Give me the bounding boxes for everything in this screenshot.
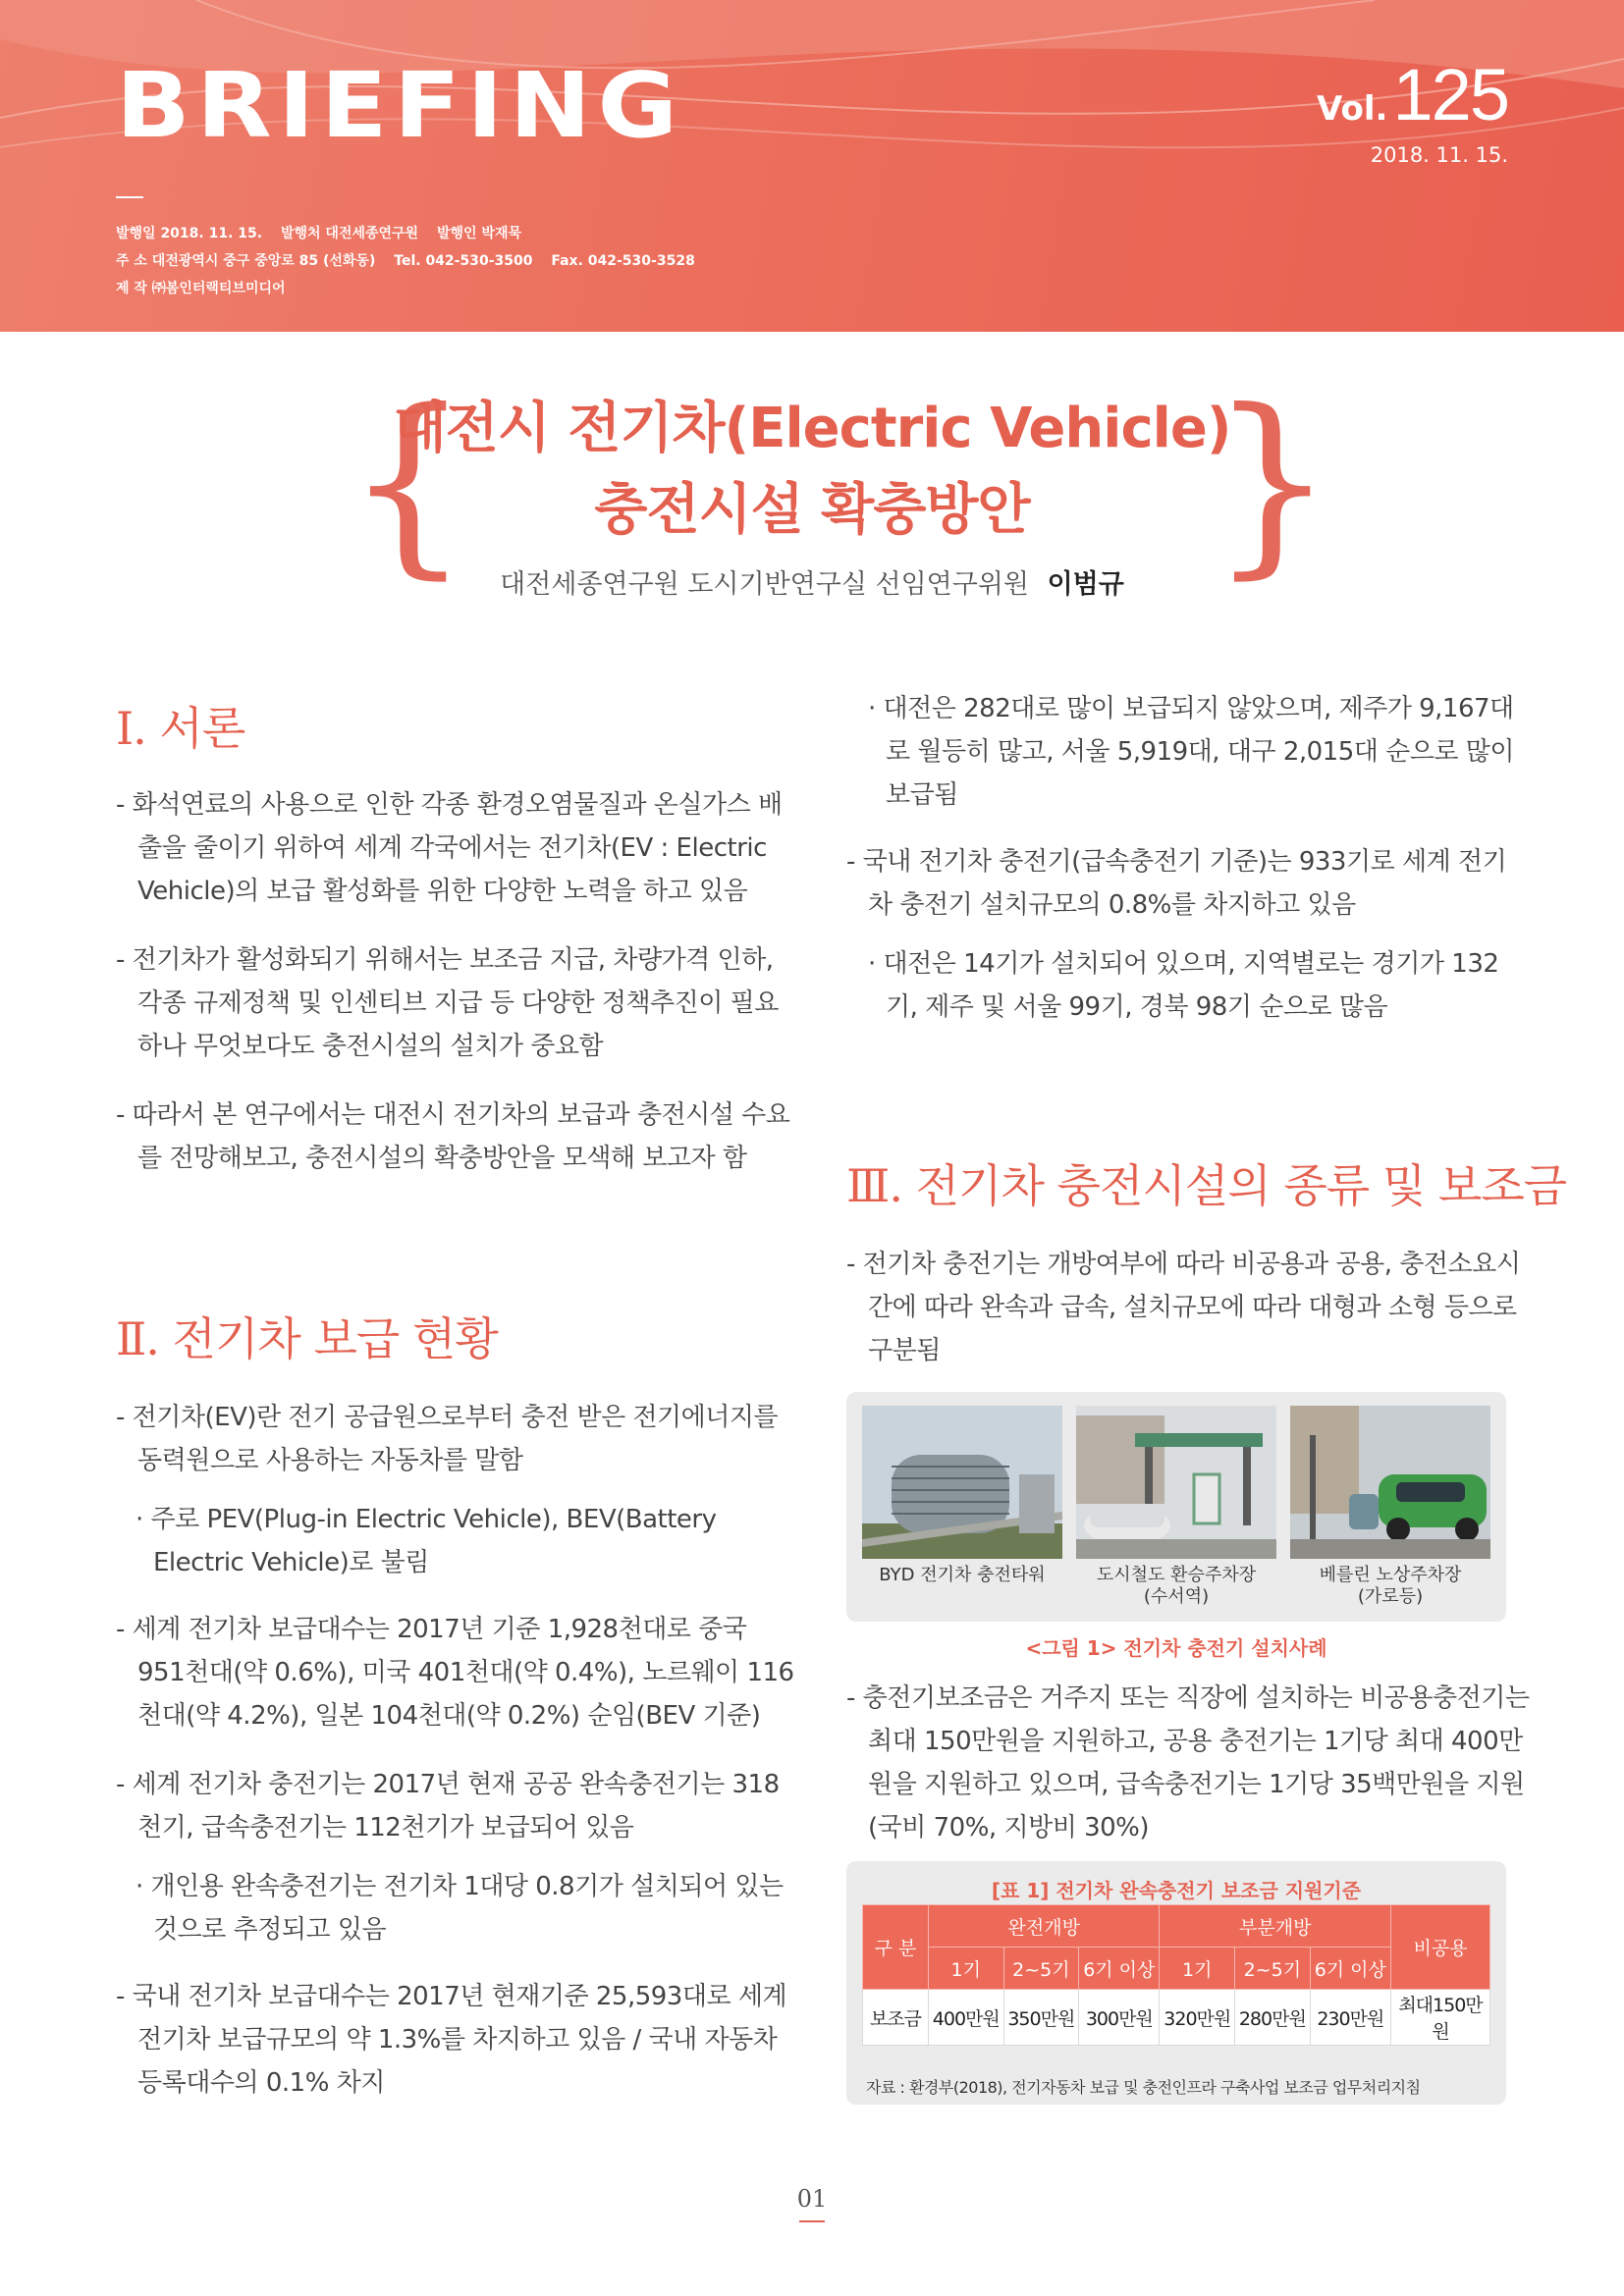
title-line-2: 충전시설 확충방안 — [594, 478, 1030, 542]
caption-3-line-2: (가로등) — [1357, 1586, 1424, 1607]
table-cell: 300만원 — [1079, 1990, 1160, 2046]
right-brace: } — [1210, 368, 1335, 597]
author-line — [0, 562, 1624, 601]
table-source: 자료 : 환경부(2018), 전기자동차 보급 및 충전인프라 구축사업 보조금 업무처리지침 — [866, 2078, 1421, 2097]
page-number: 01 — [796, 2185, 828, 2213]
photo-charging-tower — [862, 1406, 1062, 1559]
figure-title: <그림 1> 전기차 충전기 설치사례 — [1025, 1636, 1327, 1660]
subheader-cell: 6기 이상 — [1079, 1948, 1160, 1990]
section-3-heading: Ⅲ. 전기차 충전시설의 종류 및 보조금 — [846, 1159, 1567, 1212]
paragraph: - 충전기보조금은 거주지 또는 직장에 설치하는 비공용충전기는 최대 150만원을 지원하고, 공용 충전기는 1기당 최대 400만원을 지원하고 있으며, 급속충전기는 1기당 35백만원을 지원(국비 70%, 지방비 30%) — [846, 1683, 1530, 1842]
paragraph: - 국내 전기차 충전기(급속충전기 기준)는 933기로 세계 전기차 충전기 설치규모의 0.8%를 차지하고 있음 — [846, 847, 1507, 920]
caption-2 — [1068, 1565, 1284, 1608]
volume-label: Vol. — [1317, 89, 1388, 129]
table-cell: 350만원 — [1003, 1990, 1079, 2046]
author-name: 이범규 — [1047, 569, 1124, 600]
left-brace: { — [346, 368, 471, 597]
telephone: Tel. 042-530-3500 — [394, 253, 533, 269]
header-partial-open: 부분개방 — [1160, 1905, 1391, 1948]
address: 주 소 대전광역시 중구 중앙로 85 (선화동) — [116, 253, 376, 269]
paragraph: - 따라서 본 연구에서는 대전시 전기차의 보급과 충전시설 수요를 전망해보고, 충전시설의 확충방안을 모색해 보고자 함 — [116, 1100, 790, 1173]
sub-paragraph: · 주로 PEV(Plug-in Electric Vehicle), BEV(Battery Electric Vehicle)로 불림 — [135, 1505, 717, 1577]
subheader-cell: 2~5기 — [1003, 1948, 1079, 1990]
issue-date: 2018. 11. 15. — [1370, 143, 1508, 167]
title-line-1: 대전시 전기차(Electric Vehicle) — [393, 397, 1231, 460]
photo-street-parking — [1290, 1406, 1490, 1559]
header-private: 비공용 — [1391, 1905, 1490, 1990]
subheader-cell: 6기 이상 — [1310, 1948, 1390, 1990]
subsidy-table — [862, 1904, 1490, 2046]
paragraph: - 전기차 충전기는 개방여부에 따라 비공용과 공용, 충전소요시간에 따라 완속과 급속, 설치규모에 따라 대형과 소형 등으로 구분됨 — [846, 1250, 1521, 1365]
table-cell: 320만원 — [1160, 1990, 1235, 2046]
page-number-underline — [799, 2220, 825, 2222]
section-2-heading: Ⅱ. 전기차 보급 현황 — [116, 1312, 498, 1365]
table-cell: 280만원 — [1235, 1990, 1311, 2046]
photo-transfer-parking — [1076, 1406, 1276, 1559]
pub-line-2 — [116, 247, 709, 275]
caption-1: BYD 전기차 충전타워 — [879, 1565, 1046, 1585]
table-row — [863, 1990, 1490, 2046]
table-cell: 230만원 — [1310, 1990, 1390, 2046]
volume-number: 125 — [1392, 54, 1508, 135]
subheader-cell: 1기 — [929, 1948, 1004, 1990]
pub-date: 발행일 2018. 11. 15. — [116, 226, 263, 241]
header-rule — [116, 196, 143, 198]
sub-paragraph: · 대전은 14기가 설치되어 있으며, 지역별로는 경기가 132기, 제주 및 서울 99기, 경북 98기 순으로 많음 — [868, 949, 1499, 1022]
paragraph: - 화석연료의 사용으로 인한 각종 환경오염물질과 온실가스 배출을 줄이기 위하여 세계 각국에서는 전기차(EV : Electric Vehicle)의 보급 활성화를 위한 다양한 노력을 하고 있음 — [116, 790, 783, 906]
caption-3 — [1282, 1565, 1498, 1608]
paragraph: - 전기차가 활성화되기 위해서는 보조금 지급, 차량가격 인하, 각종 규제정책 및 인센티브 지급 등 다양한 정책추진이 필요하나 무엇보다도 충전시설의 설치가 중요함 — [116, 945, 779, 1061]
paragraph: - 전기차(EV)란 전기 공급원으로부터 충전 받은 전기에너지를 동력원으로 사용하는 자동차를 말함 — [116, 1403, 779, 1475]
header-full-open: 완전개방 — [929, 1905, 1160, 1948]
table-title: [표 1] 전기차 완속충전기 보조금 지원기준 — [991, 1879, 1362, 1902]
paragraph: - 세계 전기차 보급대수는 2017년 기준 1,928천대로 중국 951천대(약 0.6%), 미국 401천대(약 0.4%), 노르웨이 116천대(약 4.2%), 일본 104천대(약 0.2%) 순임(BEV 기준) — [116, 1615, 794, 1731]
subheader-cell: 2~5기 — [1235, 1948, 1311, 1990]
paragraph: - 세계 전기차 충전기는 2017년 현재 공공 완속충전기는 318천기, 급속충전기는 112천기가 보급되어 있음 — [116, 1770, 780, 1842]
issuer: 발행인 박재묵 — [436, 226, 521, 241]
caption-3-line-1: 베를린 노상주차장 — [1319, 1565, 1462, 1585]
header-group: 구 분 — [863, 1905, 929, 1990]
author-affiliation: 대전세종연구원 도시기반연구실 선임연구위원 — [500, 569, 1029, 600]
caption-2-line-1: 도시철도 환승주차장 — [1096, 1565, 1257, 1585]
fax: Fax. 042-530-3528 — [551, 253, 695, 269]
pub-line-1 — [116, 220, 709, 247]
publisher: 발행처 대전세종연구원 — [280, 226, 419, 241]
pub-line-3: 제 작 ㈜봄인터랙티브미디어 — [116, 281, 286, 296]
header-band — [0, 0, 1624, 332]
table-box — [846, 1861, 1506, 2105]
briefing-logo: BRIEFING — [116, 53, 684, 158]
section-1-heading: Ⅰ. 서론 — [116, 702, 245, 755]
caption-2-line-2: (수서역) — [1143, 1586, 1210, 1607]
figure-box — [846, 1392, 1506, 1622]
publication-info — [116, 220, 709, 302]
volume-badge — [1317, 54, 1508, 135]
sub-paragraph: · 개인용 완속충전기는 전기차 1대당 0.8기가 설치되어 있는 것으로 추정되고 있음 — [135, 1872, 784, 1945]
table-header-row — [863, 1905, 1490, 1948]
sub-paragraph: · 대전은 282대로 많이 보급되지 않았으며, 제주가 9,167대로 월등히 많고, 서울 5,919대, 대구 2,015대 순으로 많이 보급됨 — [868, 694, 1514, 810]
row-label: 보조금 — [863, 1990, 929, 2046]
table-cell: 400만원 — [929, 1990, 1004, 2046]
subheader-cell: 1기 — [1160, 1948, 1235, 1990]
table-cell: 최대150만원 — [1391, 1990, 1490, 2046]
paragraph: - 국내 전기차 보급대수는 2017년 현재기준 25,593대로 세계 전기차 보급규모의 약 1.3%를 차지하고 있음 / 국내 자동차 등록대수의 0.1% 차지 — [116, 1982, 787, 2098]
